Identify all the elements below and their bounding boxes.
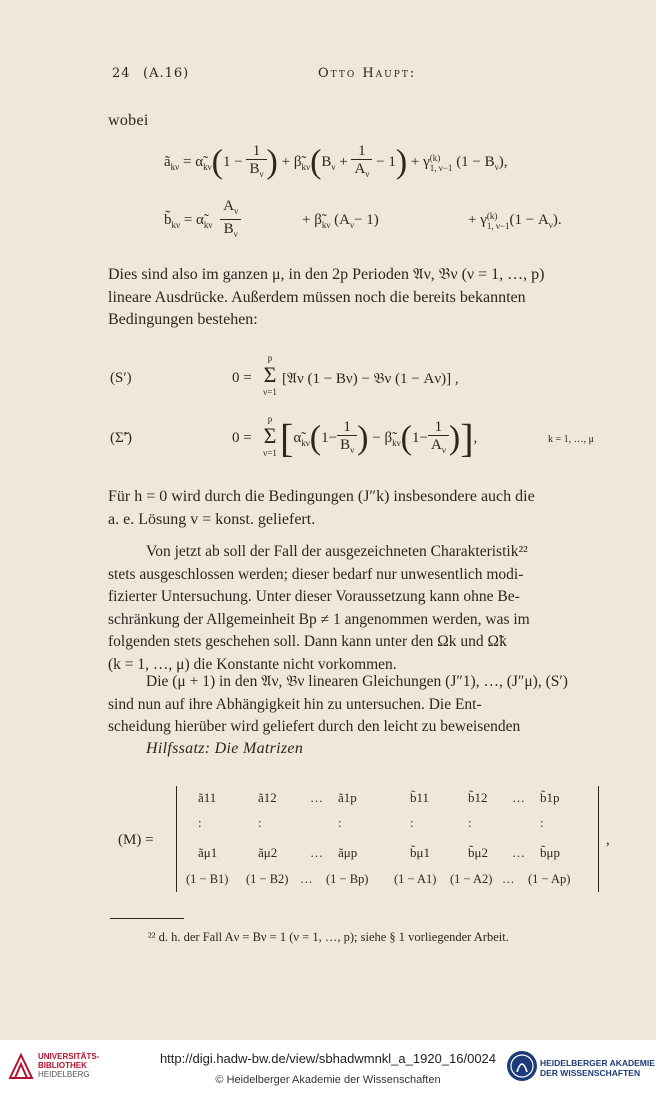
eq-b-gamma-sup: (k) [486,210,498,221]
bracket-close: ] [460,415,474,461]
eq-S-label: (S′) [110,370,132,386]
eq-b-equals: = [183,212,193,228]
eq-S-sum-sign: Σ [263,362,277,387]
eq-b-gamma-indices [487,211,510,231]
eq-a-plus: + [281,154,291,170]
frac-num-A-sub: ν [234,206,239,217]
eq-Sigma-minus-3: − [419,430,428,446]
para1-line-1: Dies sind also im ganzen μ, in den 2p Perioden 𝔄ν, 𝔅ν (ν = 1, …, p) [108,266,545,283]
matrix-trail: , [606,832,610,848]
eq-b-beta-sub: kν [321,220,331,230]
matrix-cell: (1 − Ap) [528,872,571,886]
frac-den-B: B [249,160,260,177]
gamma-sup: (k) [429,152,441,163]
hadw-logo[interactable] [506,1050,655,1086]
paren-open-2: ( [310,143,322,181]
frac-sigma-den [337,436,357,459]
frac-den-B2 [220,220,241,243]
frac-A-over-B [220,198,241,243]
eq-S-sum-bot: ν=1 [263,387,277,397]
eq-S-lhs: 0 = [232,370,252,386]
matrix-cell: (1 − A2) [450,872,493,886]
matrix-cell: : [410,815,414,830]
eq-a-beta: β̃ [293,154,302,170]
eq-b-beta: + β̃ [302,212,322,228]
matrix-cell: … [300,872,313,886]
frac-1-over-B [246,143,266,183]
intro-word: wobei [108,112,149,129]
page-number: 24 [112,66,131,81]
eq-Sigma-sum-sign: Σ [263,423,277,448]
frac-den-B2-sub: ν [233,229,238,240]
matrix-cell: : [338,815,342,830]
paren-close-2: ) [395,143,408,181]
eq-Sigma-sum-bot: ν=1 [263,448,277,458]
eq-Sigma-minus: − [328,430,338,446]
viewer-footer [0,1040,656,1094]
eq-a-minus-2: − [376,154,385,170]
paragraph-4 [108,671,614,739]
matrix-cell: : [258,815,262,830]
eq-a-equals: = [183,154,192,170]
eq-Sigma-one: 1 [321,430,329,446]
eq-Sigma-beta: β̃ [384,430,393,446]
frac-sigma-den-B: B [340,436,351,453]
frac-den [246,160,266,183]
para1-line-2: lineare Ausdrücke. Außerdem müssen noch die bereits bekannten [108,288,526,306]
copyright-text: © Heidelberger Akademie der Wissenschaften [215,1074,441,1086]
eq-a-plus-2: + [339,154,348,170]
eq-b-gamma: + γ [468,212,487,228]
para4-line-1: Die (μ + 1) in den 𝔄ν, 𝔅ν linearen Gleichungen (J″1), …, (J″μ), (S′) [146,673,568,690]
ub-logo-line-2: BIBLIOTHEK [38,1061,87,1070]
paren-open-3: ( [309,419,322,457]
gamma-sub: 1, ν−1 [429,162,453,173]
eq-a-alpha: α̃ [195,154,204,170]
footnote-text: ²² d. h. der Fall Aν = Bν = 1 (ν = 1, …, p); siehe § 1 vorliegender Arbeit. [148,930,509,944]
frac-sigma-den-sub: ν [350,444,355,455]
matrix-cell: b̃μ2 [468,845,488,860]
eq-b-alpha-sub: kν [203,220,213,230]
hadw-logo-text [540,1058,655,1078]
eq-Sigma-label: (Σ̃′) [110,430,133,446]
frac-den-2 [351,160,372,183]
frac-den-B2-letter: B [223,221,234,238]
eq-Sigma-one-2: 1 [412,430,420,446]
eq-a-plus-3: + [410,154,420,170]
matrix-cell: … [310,790,323,805]
matrix-cell: : [198,815,202,830]
frac-sigma-num-2: 1 [428,419,449,436]
eq-b-gamma-paren-sub: ν [548,220,553,230]
frac-sigma-A [428,419,449,459]
hadw-logo-line-2: DER WISSENSCHAFTEN [540,1068,641,1078]
eq-Sigma-body [280,412,477,464]
matrix-cell: … [512,845,525,860]
matrix-cell: (1 − A1) [394,872,437,886]
eq-a-one: 1 [222,154,231,170]
matrix-cell: b̃12 [468,790,488,805]
ub-logo-line-3: HEIDELBERG [38,1070,90,1079]
matrix-cell: … [310,845,323,860]
para3-line-6: (k = 1, …, μ) die Konstante nicht vorkommen. [108,655,397,673]
eq-b-beta-paren: (A [334,212,350,228]
paragraph-3 [108,541,614,676]
matrix-right-bar [598,786,599,892]
eq-b-alpha: α̃ [196,212,204,228]
frac-den-sub-2: ν [365,168,370,179]
eq-S-sum-top: p [267,353,273,363]
frac-den-sub: ν [259,168,264,179]
para2-line-2: a. e. Lösung v = konst. geliefert. [108,510,316,528]
eq-a-one-2: 1 [388,154,396,170]
eq-b-beta-paren-end: − 1) [354,212,379,228]
para4-line-2: sind nun auf ihre Abhängigkeit hin zu untersuchen. Die Ent- [108,695,482,713]
eq-b-beta-term [302,193,379,247]
frac-num-A [220,198,241,220]
eq-Sigma-alpha: α̃ [293,430,302,446]
eq-a-tail: $(1 - B_\nu)$ [456,154,504,172]
footnote-rule [110,918,184,919]
matrix-cell: : [468,815,472,830]
eq-b-beta-paren-sub: ν [350,220,355,230]
matrix-cell: b̃μ1 [410,845,430,860]
eq-b-gamma-paren-end: ). [552,212,562,228]
eq-a-lhs: ã [164,154,171,170]
matrix-cell: (1 − B1) [186,872,229,886]
frac-num-A-letter: A [223,198,235,215]
matrix-cell: ã1p [338,790,357,805]
eq-a-alpha-sub: kν [203,162,212,172]
eq-a-trail: , [503,154,508,170]
permalink-url[interactable]: http://digi.hadw-bw.de/view/sbhadwmnkl_a_1920_16/0024 [159,1051,497,1066]
hadw-logo-line-1: HEIDELBERGER AKADEMIE [540,1058,655,1068]
eq-Sigma-alpha-sub: kν [301,438,310,448]
eq-a-gamma: γ [423,154,430,170]
frac-sigma-B [337,419,357,459]
para3-line-1: Von jetzt ab soll der Fall der ausgezeichneten Charakteristik²² [146,543,528,560]
bracket-open: [ [280,415,294,461]
frac-sigma-den-2 [428,436,449,459]
equation-a-tilde [164,136,507,188]
matrix-cell: ã11 [198,790,217,805]
matrix-cell: b̃μp [540,845,560,860]
matrix-cell: ãμ1 [198,845,218,860]
eq-Sigma-sum [262,413,278,459]
eq-S-sum [262,352,278,398]
eq-a-beta-sub: kν [301,162,311,172]
frac-num-2: 1 [351,143,372,160]
paren-close: ) [266,143,278,181]
hilfssatz-heading: Hilfssatz: Die Matrizen [146,740,304,757]
eq-a-minus: − [234,154,243,170]
paren-open-4: ( [400,419,412,457]
matrix-label: (M) = [118,832,154,848]
eq-b-gamma-sub: 1, ν−1 [486,220,510,231]
matrix-cell: ã12 [258,790,277,805]
running-head-author: Otto Haupt: [318,66,417,81]
eq-Sigma-range: k = 1, …, μ [548,434,595,445]
eq-Sigma-minus-2: − [372,430,381,446]
para4-line-3: scheidung hierüber wird geliefert durch den leicht zu beweisenden [108,718,521,735]
eq-S-body: [𝔄ν (1 − Bν) − 𝔅ν (1 − Aν)] , [282,371,459,387]
frac-sigma-den-A: A [430,436,442,453]
para1-line-3: Bedingungen bestehen: [108,311,258,328]
frac-1-over-A [351,143,372,183]
paragraph-2 [108,486,614,531]
matrix-cell: ãμp [338,845,358,860]
eq-b-gamma-term [468,193,562,247]
eq-b-lhs-sub: kν [171,220,181,230]
paren-close-4: ) [448,419,461,457]
para3-line-5: folgenden stets geschehen soll. Dann kann unter den Ωk und Ω̃k [108,633,507,650]
para3-line-2: stets ausgeschlossen werden; dieser bedarf nur unwesentlich modi- [108,565,524,583]
matrix-cell: … [512,790,525,805]
frac-den-A: A [354,160,366,177]
paragraph-1 [108,264,614,332]
eq-b-gamma-paren: (1 − A [509,212,549,228]
eq-Sigma-lhs: 0 = [232,430,252,446]
matrix-cell: : [540,815,544,830]
frac-sigma-num: 1 [337,419,357,436]
eq-a-lhs-sub: kν [170,162,180,172]
eq-Sigma-beta-sub: kν [392,438,401,448]
matrix-cell: b̃1p [540,790,560,805]
matrix-cell: … [502,872,515,886]
section-label: (A.16) [143,66,190,81]
matrix-cell: (1 − B2) [246,872,289,886]
eq-Sigma-sum-top: p [267,414,273,424]
paren-open: ( [211,143,223,181]
matrix-cell: b̃11 [410,790,430,805]
para2-line-1: Für h = 0 wird durch die Bedingungen (J″k) insbesondere auch die [108,488,535,505]
frac-num: 1 [246,143,266,160]
para3-line-4: schränkung der Allgemeinheit Bp ≠ 1 angenommen werden, was im [108,610,530,628]
ub-logo-line-1: UNIVERSITÄTS- [38,1052,100,1061]
matrix-cell: (1 − Bp) [326,872,369,886]
eq-b-lhs: b̃ [164,212,172,228]
matrix-cell: ãμ2 [258,845,278,860]
eq-a-B-sub: ν [331,162,336,172]
matrix-left-bar [176,786,177,892]
hadw-seal-icon [506,1050,538,1082]
gamma-indices [430,153,453,173]
equation-b-tilde [164,193,241,247]
frac-sigma-den-sub-2: ν [441,444,446,455]
paren-close-3: ) [357,419,369,457]
eq-Sigma-trail: , [473,430,478,446]
para3-line-3: fizierter Untersuchung. Unter dieser Voraussetzung kann ohne Be- [108,588,520,605]
eq-a-B: B [321,154,332,170]
